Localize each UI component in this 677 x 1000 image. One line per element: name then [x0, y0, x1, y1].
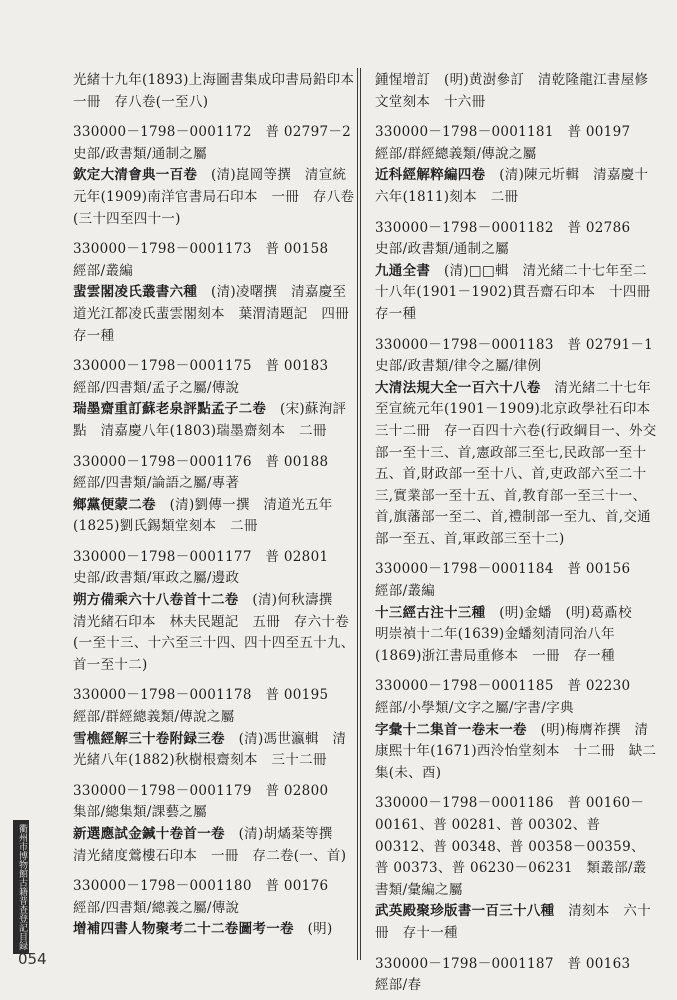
- entry-title: 瑞墨齋重訂蘇老泉評點孟子二卷: [73, 401, 267, 418]
- catalog-number-line: [73, 122, 365, 165]
- entry-title: 字彙十二集首一卷末一卷: [375, 721, 527, 738]
- entry-text: 330000－1798－0001181 普 00197 經部/群經總義類/傳說之屬: [375, 124, 645, 162]
- entry-text: (清)劉傳一撰 清道光五年(1825)劉氏錫類堂刻本 二冊: [73, 496, 333, 535]
- bibliographic-entry: [73, 495, 355, 538]
- bibliographic-entry: [73, 729, 355, 772]
- entry-text: (清)陳元圻輯 清嘉慶十六年(1811)刻本 二冊: [375, 167, 649, 205]
- bibliographic-entry: [375, 165, 657, 208]
- entry-title: 新選應試金鍼十卷首一卷: [73, 826, 225, 842]
- catalog-number-line: [73, 547, 355, 590]
- entry-text: 330000－1798－0001176 普 00188 經部/四書類/論語之屬/專著: [73, 453, 343, 492]
- entry-text: 330000－1798－0001184 普 00156 經部/叢編: [375, 561, 645, 600]
- entry-text: (清)□□輯 清光緒二十七年至二十八年(1901－1902)貫吾齋石印本 十四冊 存一種: [375, 262, 665, 322]
- entry-text: 330000－1798－0001175 普 00183 經部/四書類/孟子之屬/傳說: [73, 358, 343, 396]
- entry-title: 雪樵經解三十卷附録三卷: [73, 730, 225, 747]
- bibliographic-entry: [375, 70, 657, 113]
- catalog-number-line: [375, 122, 657, 165]
- bibliographic-entry: [73, 590, 355, 676]
- page-number: 054: [18, 950, 47, 968]
- catalog-number-line: [73, 685, 355, 728]
- entry-text: (宋)蘇洵評點 清嘉慶八年(1803)瑞墨齋刻本 二冊: [73, 401, 347, 439]
- entry-text: (清)崑岡等撰 清宣統元年(1909)南洋官書局石印本 一冊 存八卷(三十四至四十一): [73, 167, 355, 227]
- catalog-number-line: [73, 876, 355, 919]
- entry-text: (明)金蟠 (明)葛鼒校 明崇禎十二年(1639)金蟠刻清同治八年(1869)浙江書局重修本 一冊 存一種: [375, 604, 646, 664]
- catalog-number-line: [73, 239, 355, 282]
- bibliographic-entry: [375, 901, 657, 944]
- catalog-number-line: [375, 676, 657, 719]
- entry-text: 330000－1798－0001186 普 00160－00161、普 00281、普 00302、普 00312、普 00348、普 00358－00359、普 00373、普 06230－06231 類叢部/叢書類/彙編之屬: [375, 795, 647, 898]
- side-label: 衢州市博物館古籍普查登記目録: [13, 820, 29, 954]
- bibliographic-entry: [375, 603, 657, 668]
- entry-title: 九通全書: [375, 262, 431, 279]
- entry-text: (清)何秋濤撰 清光緒石印本 林夫民題記 五冊 存六十卷(一至十三、十六至三十四、四十四至五十九、首一至十二): [73, 592, 355, 673]
- entry-text: 330000－1798－0001183 普 02791－1 史部/政書類/律令之屬/律例: [375, 336, 667, 375]
- catalog-number-line: [375, 218, 657, 261]
- entry-text: (清)胡燏棻等撰 清光緒度鶯樓石印本 一冊 存二卷(一、首): [73, 826, 347, 864]
- bibliographic-entry: [73, 70, 369, 113]
- entry-text: (明)梅膺祚撰 清康熙十年(1671)西泠怡堂刻本 十二冊 缺二集(未、酉): [375, 721, 657, 781]
- bibliographic-entry: [375, 378, 665, 551]
- catalog-number-line: [375, 335, 667, 378]
- bibliographic-entry: [73, 282, 363, 347]
- bibliographic-entry: [73, 399, 355, 442]
- entry-text: 光緒十九年(1893)上海圖書集成印書局鉛印本 一冊 存八卷(一至八): [73, 72, 369, 110]
- entry-title: 近科經解粹編四卷: [375, 167, 486, 184]
- entry-text: 330000－1798－0001180 普 00176 經部/四書類/總義之屬/傳說: [73, 878, 343, 916]
- entry-text: 330000－1798－0001179 普 02800 集部/總集類/課藝之屬: [73, 782, 343, 821]
- entry-text: 330000－1798－0001173 普 00158 經部/叢編: [73, 241, 343, 279]
- entry-text: (明): [293, 921, 333, 938]
- entry-text: 330000－1798－0001187 普 00163 經部/春: [375, 955, 645, 994]
- entry-title: 蜚雲閣凌氏叢書六種: [73, 284, 198, 301]
- entry-title: 武英殿聚珍版書一百三十八種: [375, 903, 555, 920]
- bibliographic-entry: [375, 261, 665, 326]
- entry-title: 大清法規大全一百六十八卷: [375, 379, 541, 396]
- right-column: [375, 70, 667, 997]
- entry-text: 清刻本 六十冊 存十一種: [375, 903, 652, 941]
- entry-text: 330000－1798－0001178 普 00195 經部/群經總義類/傳說之屬: [73, 687, 343, 726]
- catalog-number-line: [375, 793, 657, 901]
- entry-title: 朔方備乘六十八卷首十二卷: [73, 592, 239, 609]
- bibliographic-entry: [375, 720, 657, 785]
- bibliographic-entry: [73, 824, 355, 867]
- entry-text: 清光緒二十七年至宣統元年(1901－1909)北京政學社石印本 三十二冊 存一百四十六卷(行政綱目一、外交部一至十三、首,憲政部三至七,民政部一至十五、首,財政部一至十八、首,吏政部六至二十三,實業部一至十五、首,教育部一至三十一、首,旗藩部一至二、首,禮制部一至九、首,交通部一至五、首,軍政部三至十二): [375, 379, 665, 547]
- entry-text: (清)馮世瀛輯 清光緒八年(1882)秋樹根齋刻本 三十二冊: [73, 730, 347, 769]
- left-column: [73, 70, 369, 941]
- column-divider: [357, 68, 361, 960]
- entry-title: 增補四書人物聚考二十二卷圖考一卷: [73, 921, 294, 938]
- entry-title: 欽定大清會典一百卷: [73, 167, 198, 184]
- entry-title: 鄉黨便蒙二卷: [73, 496, 156, 513]
- catalog-number-line: [73, 781, 355, 824]
- entry-text: 鍾惺增訂 (明)黄澍參訂 清乾隆龍江書屋修文堂刻本 十六冊: [375, 72, 649, 110]
- catalog-number-line: [73, 356, 355, 399]
- entry-text: 330000－1798－0001182 普 02786 史部/政書類/通制之屬: [375, 219, 645, 258]
- entry-text: 330000－1798－0001185 普 02230 經部/小學類/文字之屬/字書/字典: [375, 678, 645, 717]
- bibliographic-entry: [73, 165, 355, 230]
- entry-text: 330000－1798－0001177 普 02801 史部/政書類/軍政之屬/邊政: [73, 548, 343, 587]
- catalog-number-line: [73, 452, 355, 495]
- entry-text: 330000－1798－0001172 普 02797－2 史部/政書類/通制之屬: [73, 124, 365, 162]
- entry-title: 十三經古注十三種: [375, 604, 486, 621]
- bibliographic-entry: [73, 919, 355, 941]
- catalog-number-line: [375, 954, 657, 997]
- entry-text: (清)凌曙撰 清嘉慶至道光江都凌氏蜚雲閣刻本 葉渭清題記 四冊 存一種: [73, 284, 363, 344]
- catalog-number-line: [375, 559, 657, 602]
